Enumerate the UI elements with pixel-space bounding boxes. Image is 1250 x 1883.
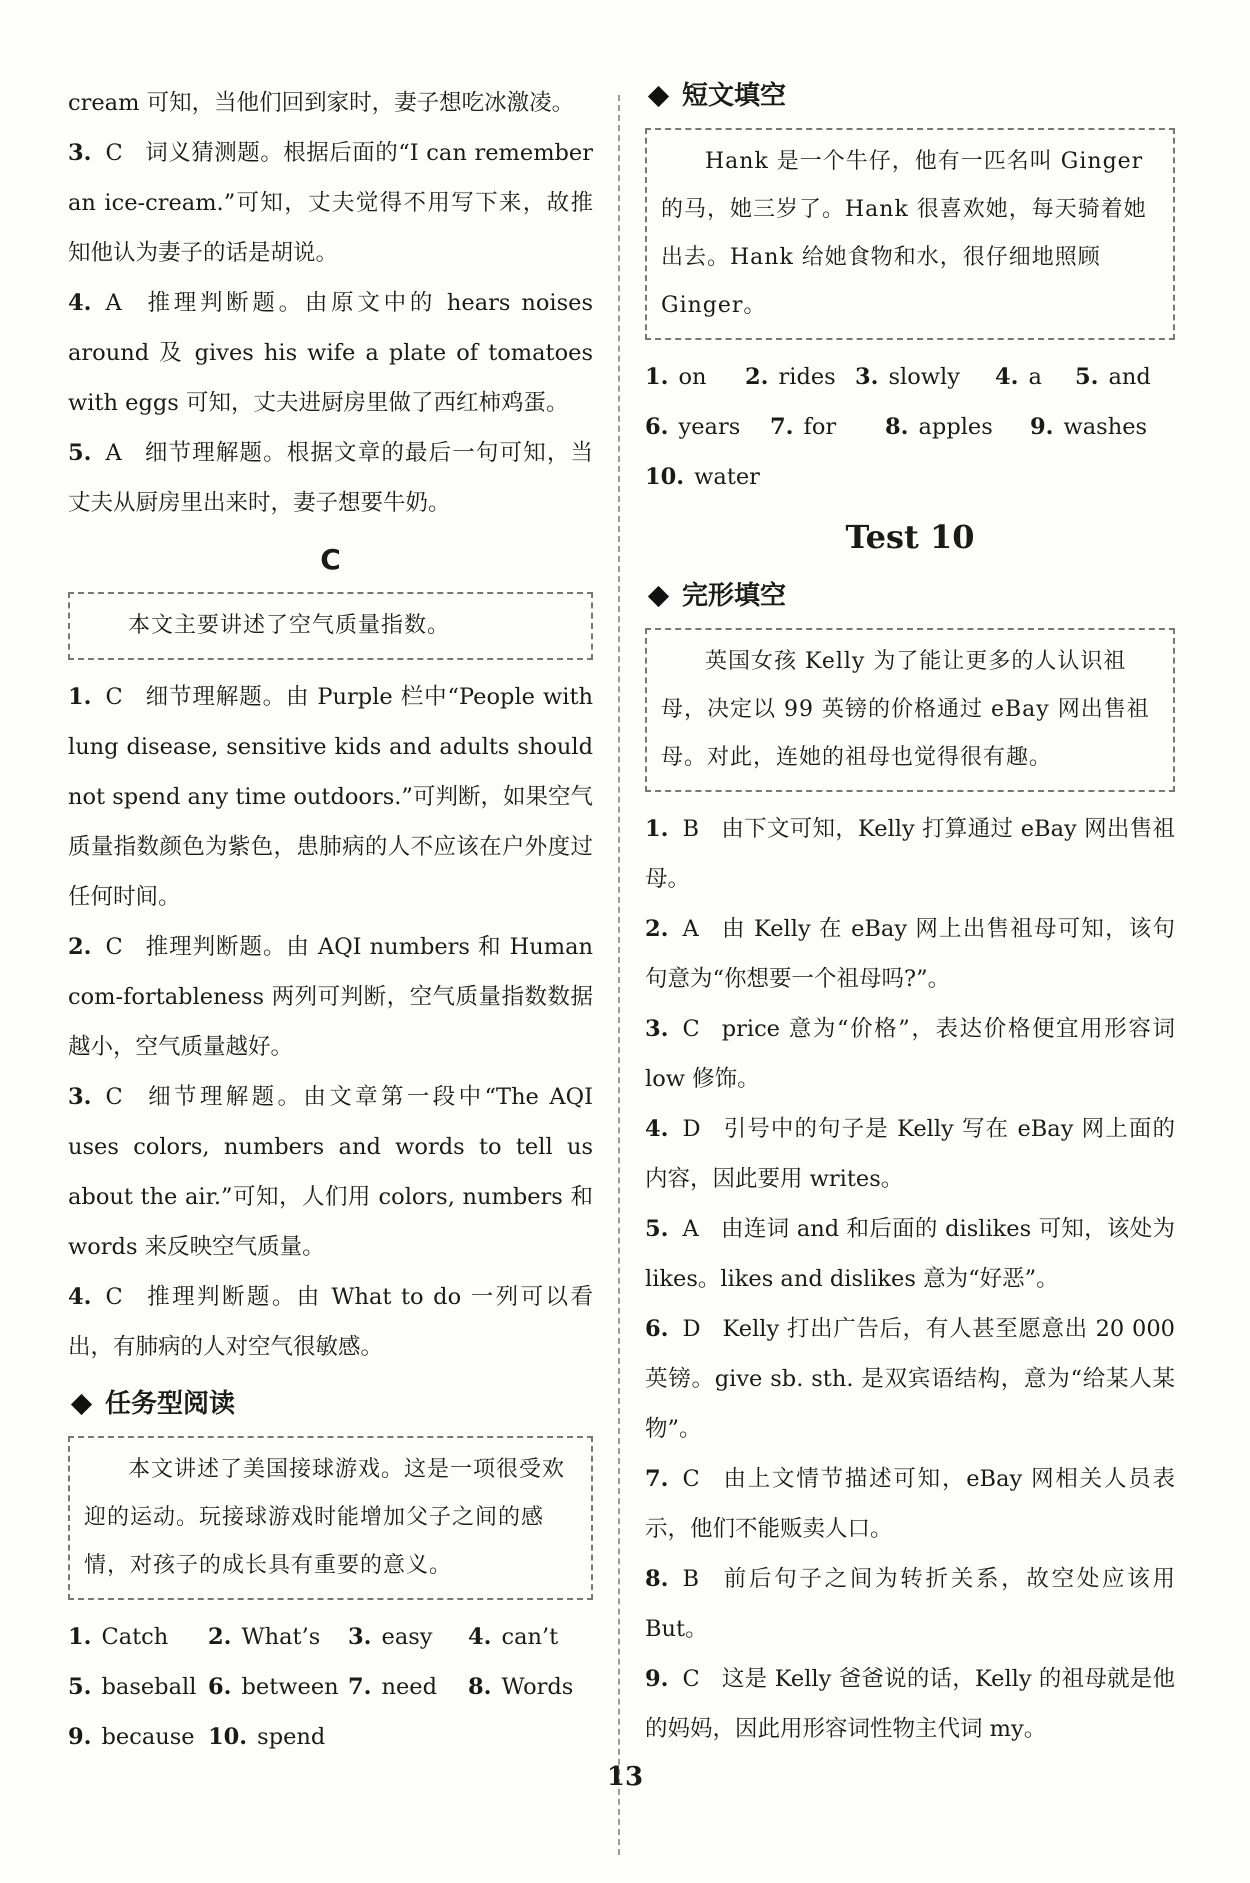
summary-box-short: Hank 是一个牛仔，他有一匹名叫 Ginger 的马，她三岁了。Hank 很喜欢她，每天骑着她出去。Hank 给她食物和水，很仔细地照顾 Ginger。 xyxy=(645,128,1175,340)
item-answer: B xyxy=(682,1566,700,1592)
fill-number: 2. xyxy=(208,1624,232,1650)
fill-word: slowly xyxy=(888,364,960,390)
item-answer: B xyxy=(682,816,700,842)
answer-item xyxy=(645,804,1175,904)
page-number: 13 xyxy=(606,1762,644,1792)
item-answer: C xyxy=(105,684,123,710)
item-explanation: 由 Kelly 在 eBay 网上出售祖母可知，该句句意为“你想要一个祖母吗?”。 xyxy=(645,916,1175,992)
answer-item xyxy=(645,1004,1175,1104)
item-answer: D xyxy=(682,1316,701,1342)
fill-answer xyxy=(855,352,995,402)
fill-number: 9. xyxy=(1030,414,1054,440)
fill-number: 4. xyxy=(468,1624,492,1650)
fill-word: need xyxy=(381,1674,438,1700)
fill-word: on xyxy=(678,364,707,390)
answer-item xyxy=(68,1272,593,1372)
answer-item xyxy=(68,428,593,528)
answer-item xyxy=(68,278,593,428)
item-number: 7. xyxy=(645,1466,669,1492)
test-title: Test 10 xyxy=(845,518,975,556)
answer-item xyxy=(645,1654,1175,1754)
fill-number: 10. xyxy=(645,464,685,490)
short-fill-heading xyxy=(645,78,1175,114)
answer-item xyxy=(68,78,593,128)
fill-word: What’s xyxy=(241,1624,321,1650)
fill-number: 5. xyxy=(68,1674,92,1700)
item-number: 4. xyxy=(68,1284,92,1310)
item-answer: C xyxy=(682,1466,700,1492)
cloze-heading xyxy=(645,578,1175,614)
fill-answer xyxy=(770,402,885,452)
fill-number: 7. xyxy=(770,414,794,440)
short-answer-row xyxy=(645,452,1175,502)
fill-answer xyxy=(468,1612,588,1662)
fill-word: baseball xyxy=(101,1674,197,1700)
item-answer: C xyxy=(682,1666,700,1692)
fill-number: 8. xyxy=(468,1674,492,1700)
answer-list-c xyxy=(68,672,593,1372)
item-explanation: 词义猜测题。根据后面的“I can remember an ice-cream.”可知，丈夫觉得不用写下来，故推知他认为妻子的话是胡说。 xyxy=(68,140,593,266)
fill-word: between xyxy=(241,1674,339,1700)
item-number: 8. xyxy=(645,1566,669,1592)
fill-number: 10. xyxy=(208,1724,248,1750)
item-explanation: 细节理解题。由 Purple 栏中“People with lung disease, sensitive kids and adults should not spend any time outdoors.”可判断，如果空气质量指数颜色为紫色，患肺病的人不应该在户外度过任何时间。 xyxy=(68,684,593,910)
fill-number: 5. xyxy=(1075,364,1099,390)
fill-word: washes xyxy=(1063,414,1148,440)
task-reading-heading xyxy=(68,1386,593,1422)
item-number: 2. xyxy=(68,934,92,960)
fill-word: water xyxy=(694,464,760,490)
answer-item xyxy=(68,128,593,278)
answer-list-cloze xyxy=(645,804,1175,1754)
fill-number: 3. xyxy=(348,1624,372,1650)
answer-list-b xyxy=(68,78,593,528)
fill-word: apples xyxy=(918,414,993,440)
item-explanation: price 意为“价格”，表达价格便宜用形容词 low 修饰。 xyxy=(645,1016,1175,1092)
item-explanation: 前后句子之间为转折关系，故空处应该用 But。 xyxy=(645,1566,1175,1642)
fill-answer xyxy=(745,352,855,402)
summary-box-task: 本文讲述了美国接球游戏。这是一项很受欢迎的运动。玩接球游戏时能增加父子之间的感情，对孩子的成长具有重要的意义。 xyxy=(68,1436,593,1600)
item-explanation: 推理判断题。由 AQI numbers 和 Human com-fortableness 两列可判断，空气质量指数数据越小，空气质量越好。 xyxy=(68,934,593,1060)
fill-word: and xyxy=(1108,364,1151,390)
left-column xyxy=(68,78,593,1762)
item-number: 1. xyxy=(68,684,92,710)
fill-answer xyxy=(348,1612,468,1662)
answer-item xyxy=(645,904,1175,1004)
answer-item xyxy=(645,1304,1175,1454)
item-answer: C xyxy=(105,1284,123,1310)
short-answer-row xyxy=(645,352,1175,402)
right-column xyxy=(645,78,1175,1754)
answer-item xyxy=(68,1072,593,1272)
fill-word: Catch xyxy=(101,1624,169,1650)
fill-word: spend xyxy=(257,1724,326,1750)
fill-word: rides xyxy=(778,364,836,390)
item-explanation: cream 可知，当他们回到家时，妻子想吃冰激凌。 xyxy=(68,90,575,116)
fill-answer xyxy=(645,352,745,402)
item-explanation: 推理判断题。由原文中的 hears noises around 及 gives his wife a plate of tomatoes with eggs 可知，丈夫进厨房里做了西红柿鸡蛋。 xyxy=(68,290,593,416)
item-number: 3. xyxy=(645,1016,669,1042)
fill-word: years xyxy=(678,414,741,440)
item-explanation: 引号中的句子是 Kelly 写在 eBay 网上面的内容，因此要用 writes。 xyxy=(645,1116,1175,1192)
summary-box-c: 本文主要讲述了空气质量指数。 xyxy=(68,592,593,660)
diamond-icon xyxy=(648,585,669,606)
fill-answer xyxy=(645,402,770,452)
fill-word: for xyxy=(803,414,837,440)
item-answer: A xyxy=(105,440,122,466)
item-answer: A xyxy=(105,290,122,316)
fill-answer xyxy=(68,1612,208,1662)
fill-answer xyxy=(995,352,1075,402)
fill-answer xyxy=(208,1712,348,1762)
item-explanation: 这是 Kelly 爸爸说的话，Kelly 的祖母就是他的妈妈，因此用形容词性物主代词 my。 xyxy=(645,1666,1175,1742)
item-answer: D xyxy=(682,1116,701,1142)
item-explanation: 细节理解题。由文章第一段中“The AQI uses colors, numbers and words to tell us about the air.”可知，人们用 colors, numbers 和 words 来反映空气质量。 xyxy=(68,1084,593,1260)
answer-item xyxy=(645,1554,1175,1654)
diamond-icon xyxy=(71,1393,92,1414)
task-reading-title: 任务型阅读 xyxy=(105,1389,236,1419)
answer-item xyxy=(68,922,593,1072)
diamond-icon xyxy=(648,85,669,106)
fill-answer xyxy=(645,452,770,502)
fill-answer xyxy=(468,1662,588,1712)
summary-box-cloze: 英国女孩 Kelly 为了能让更多的人认识祖母，决定以 99 英镑的价格通过 eBay 网出售祖母。对此，连她的祖母也觉得很有趣。 xyxy=(645,628,1175,792)
item-number: 3. xyxy=(68,1084,92,1110)
fill-number: 6. xyxy=(645,414,669,440)
fill-word: can’t xyxy=(501,1624,559,1650)
item-number: 1. xyxy=(645,816,669,842)
item-number: 6. xyxy=(645,1316,669,1342)
fill-number: 8. xyxy=(885,414,909,440)
fill-answer xyxy=(1075,352,1155,402)
fill-answer xyxy=(885,402,1030,452)
fill-answer xyxy=(68,1662,208,1712)
item-number: 4. xyxy=(645,1116,669,1142)
fill-answer xyxy=(68,1712,208,1762)
fill-answer xyxy=(1030,402,1170,452)
fill-word: easy xyxy=(381,1624,433,1650)
answer-item xyxy=(645,1104,1175,1204)
column-divider xyxy=(618,95,620,1855)
short-fill-title: 短文填空 xyxy=(682,81,787,111)
section-c-heading: C xyxy=(320,543,341,576)
cloze-title: 完形填空 xyxy=(682,581,787,611)
fill-answer xyxy=(208,1612,348,1662)
fill-number: 1. xyxy=(68,1624,92,1650)
item-number: 9. xyxy=(645,1666,669,1692)
item-explanation: 推理判断题。由 What to do 一列可以看出，有肺病的人对空气很敏感。 xyxy=(68,1284,593,1360)
item-number: 3. xyxy=(68,140,92,166)
item-explanation: 由上文情节描述可知，eBay 网相关人员表示，他们不能贩卖人口。 xyxy=(645,1466,1175,1542)
fill-answer xyxy=(348,1662,468,1712)
item-explanation: 由连词 and 和后面的 dislikes 可知，该处为 likes。likes and dislikes 意为“好恶”。 xyxy=(645,1216,1175,1292)
fill-answer xyxy=(208,1662,348,1712)
fill-word: a xyxy=(1028,364,1042,390)
answer-item xyxy=(645,1204,1175,1304)
task-answer-grid xyxy=(68,1612,593,1762)
fill-number: 9. xyxy=(68,1724,92,1750)
item-answer: A xyxy=(682,916,699,942)
fill-number: 6. xyxy=(208,1674,232,1700)
fill-number: 7. xyxy=(348,1674,372,1700)
item-number: 5. xyxy=(68,440,92,466)
short-answer-row xyxy=(645,402,1175,452)
item-number: 5. xyxy=(645,1216,669,1242)
answer-item xyxy=(68,672,593,922)
item-answer: A xyxy=(682,1216,699,1242)
item-number: 4. xyxy=(68,290,92,316)
item-explanation: 细节理解题。根据文章的最后一句可知，当丈夫从厨房里出来时，妻子想要牛奶。 xyxy=(68,440,593,516)
item-answer: C xyxy=(682,1016,700,1042)
item-explanation: Kelly 打出广告后，有人甚至愿意出 20 000 英镑。give sb. sth. 是双宾语结构，意为“给某人某物”。 xyxy=(645,1316,1175,1442)
item-answer: C xyxy=(105,1084,123,1110)
fill-number: 4. xyxy=(995,364,1019,390)
fill-number: 2. xyxy=(745,364,769,390)
item-number: 2. xyxy=(645,916,669,942)
answer-item xyxy=(645,1454,1175,1554)
fill-word: because xyxy=(101,1724,195,1750)
fill-word: Words xyxy=(501,1674,574,1700)
fill-number: 3. xyxy=(855,364,879,390)
fill-number: 1. xyxy=(645,364,669,390)
item-explanation: 由下文可知，Kelly 打算通过 eBay 网出售祖母。 xyxy=(645,816,1175,892)
item-answer: C xyxy=(105,140,123,166)
item-answer: C xyxy=(105,934,123,960)
